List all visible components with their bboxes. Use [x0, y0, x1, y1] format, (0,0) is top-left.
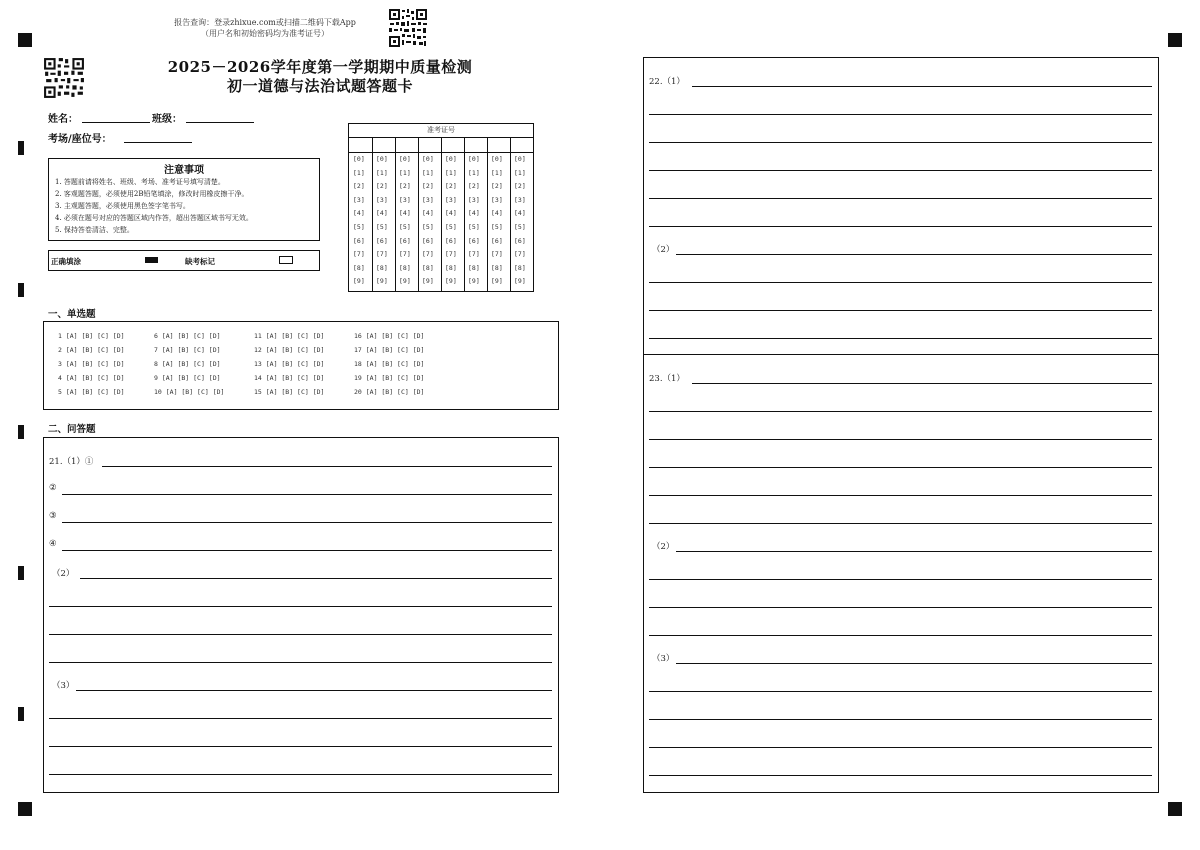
digit-bubble[interactable]: [0]: [353, 155, 365, 163]
section-short-answer-title: 二、问答题: [48, 424, 96, 435]
choice-question[interactable]: 1 [A] [B] [C] [D]: [58, 332, 125, 340]
q23-answer-box: [643, 354, 1159, 793]
digit-bubble[interactable]: [8]: [491, 263, 503, 272]
answer-line[interactable]: [692, 383, 1152, 384]
digit-bubble[interactable]: [7]: [353, 250, 365, 259]
answer-line[interactable]: [649, 282, 1152, 283]
q21-part1-label: 21.（1）①: [49, 457, 94, 467]
digit-bubble[interactable]: [1]: [491, 168, 503, 177]
digit-bubble[interactable]: [7]: [468, 250, 480, 259]
digit-bubble[interactable]: [3]: [514, 195, 526, 204]
choice-question[interactable]: 15 [A] [B] [C] [D]: [254, 388, 325, 396]
choice-question[interactable]: 2 [A] [B] [C] [D]: [58, 346, 125, 354]
answer-line[interactable]: [649, 142, 1152, 143]
corner-mark: [1168, 33, 1182, 47]
room-seat-label: 考场/座位号：: [48, 134, 112, 145]
digit-bubble[interactable]: [8]: [468, 263, 480, 272]
answer-line[interactable]: [649, 747, 1152, 748]
q23-part2-label: （2）: [652, 542, 675, 552]
digit-bubble[interactable]: [5]: [514, 223, 526, 231]
digit-bubble[interactable]: [7]: [376, 250, 388, 259]
notice-title: 注意事项: [164, 165, 204, 176]
answer-line[interactable]: [676, 551, 1152, 552]
digit-bubble[interactable]: [2]: [491, 182, 503, 191]
class-label: 班级：: [152, 114, 182, 125]
digit-bubble[interactable]: [6]: [422, 236, 434, 245]
digit-bubble[interactable]: [8]: [514, 263, 526, 272]
name-label: 姓名：: [48, 114, 78, 125]
digit-bubble[interactable]: [5]: [445, 223, 457, 231]
answer-line[interactable]: [649, 439, 1152, 440]
q23-part3-label: （3）: [652, 654, 675, 664]
digit-bubble[interactable]: [5]: [491, 223, 503, 231]
digit-bubble[interactable]: [2]: [399, 182, 411, 191]
answer-line[interactable]: [649, 719, 1152, 720]
digit-bubble[interactable]: [7]: [422, 250, 434, 259]
grid-col-line: [372, 138, 373, 153]
q21-circle3-label: ③: [49, 511, 57, 521]
digit-bubble[interactable]: [6]: [376, 236, 388, 245]
answer-line[interactable]: [649, 523, 1152, 524]
choice-question[interactable]: 11 [A] [B] [C] [D]: [254, 332, 325, 340]
digit-bubble[interactable]: [5]: [422, 223, 434, 231]
digit-bubble[interactable]: [7]: [445, 250, 457, 259]
digit-bubble[interactable]: [1]: [422, 168, 434, 177]
choice-question[interactable]: 3 [A] [B] [C] [D]: [58, 360, 125, 368]
digit-bubble[interactable]: [5]: [468, 223, 480, 231]
digit-bubble[interactable]: [1]: [445, 168, 457, 177]
answer-line[interactable]: [649, 607, 1152, 608]
answer-line[interactable]: [49, 662, 552, 663]
digit-bubble[interactable]: [8]: [399, 263, 411, 272]
answer-line[interactable]: [49, 746, 552, 747]
digit-bubble[interactable]: [5]: [399, 223, 411, 231]
grid-col-line: [487, 138, 488, 153]
q22-part2-label: （2）: [652, 245, 675, 255]
answer-line[interactable]: [102, 466, 552, 467]
digit-bubble[interactable]: [7]: [399, 250, 411, 259]
q21-part3-label: （3）: [52, 681, 75, 691]
absent-mark-box[interactable]: [279, 256, 293, 264]
digit-bubble[interactable]: [9]: [422, 277, 434, 286]
answer-line[interactable]: [649, 338, 1152, 339]
answer-line[interactable]: [49, 634, 552, 635]
digit-bubble[interactable]: [9]: [468, 277, 480, 286]
choice-question[interactable]: 4 [A] [B] [C] [D]: [58, 374, 125, 382]
q22-answer-box: [643, 57, 1159, 355]
title-line-1: 2025－2026学年度第一学期期中质量检测: [167, 58, 473, 76]
digit-bubble[interactable]: [9]: [353, 277, 365, 286]
digit-bubble[interactable]: [1]: [376, 168, 388, 177]
notice-item: 1. 答题前请将姓名、班级、考场、准考证号填写清楚。: [55, 178, 225, 186]
digit-bubble[interactable]: [3]: [422, 195, 434, 204]
digit-bubble[interactable]: [0]: [399, 155, 411, 163]
digit-bubble[interactable]: [5]: [376, 223, 388, 231]
digit-bubble[interactable]: [0]: [514, 155, 526, 163]
page-title: [150, 58, 490, 96]
digit-bubble[interactable]: [5]: [353, 223, 365, 231]
answer-line[interactable]: [649, 226, 1152, 227]
exam-number-title: 准考证号: [349, 124, 533, 138]
choice-question[interactable]: 19 [A] [B] [C] [D]: [354, 374, 425, 382]
single-choice-box: [43, 321, 559, 410]
answer-line[interactable]: [49, 718, 552, 719]
grid-col-line: [418, 138, 419, 153]
digit-bubble[interactable]: [4]: [445, 209, 457, 218]
answer-line[interactable]: [62, 522, 552, 523]
digit-bubbles: [349, 155, 533, 291]
section-single-choice-title: 一、单选题: [48, 309, 96, 320]
digit-bubble[interactable]: [8]: [445, 263, 457, 272]
digit-bubble[interactable]: [1]: [468, 168, 480, 177]
answer-line[interactable]: [692, 86, 1152, 87]
digit-bubble[interactable]: [0]: [468, 155, 480, 163]
digit-bubble[interactable]: [7]: [514, 250, 526, 259]
choice-question[interactable]: 14 [A] [B] [C] [D]: [254, 374, 325, 382]
answer-line[interactable]: [649, 495, 1152, 496]
digit-bubble[interactable]: [4]: [422, 209, 434, 218]
q21-part2-label: （2）: [52, 569, 75, 579]
digit-bubble[interactable]: [1]: [353, 168, 365, 177]
choice-question[interactable]: 5 [A] [B] [C] [D]: [58, 388, 125, 396]
notice-item: 4. 必须在题号对应的答题区域内作答，超出答题区域书写无效。: [55, 214, 253, 222]
corner-mark: [18, 33, 32, 47]
digit-bubble[interactable]: [2]: [468, 182, 480, 191]
answer-line[interactable]: [649, 170, 1152, 171]
digit-bubble[interactable]: [6]: [353, 236, 365, 245]
grid-col-line: [510, 138, 511, 153]
answer-line[interactable]: [649, 691, 1152, 692]
digit-bubble[interactable]: [3]: [491, 195, 503, 204]
q21-circle4-label: ④: [49, 539, 57, 549]
room-seat-field[interactable]: [124, 142, 192, 143]
digit-bubble[interactable]: [8]: [422, 263, 434, 272]
grid-col-line: [464, 138, 465, 153]
digit-bubble[interactable]: [6]: [445, 236, 457, 245]
timing-mark: [18, 566, 24, 580]
correct-fill-label: 正确填涂: [51, 257, 81, 266]
notice-box: [48, 158, 320, 241]
grid-col-line: [395, 138, 396, 153]
choice-question[interactable]: 16 [A] [B] [C] [D]: [354, 332, 425, 340]
notice-item: 5. 保持答卷清洁、完整。: [55, 226, 134, 234]
digit-bubble[interactable]: [6]: [468, 236, 480, 245]
fill-legend-box: [48, 250, 320, 271]
choice-question[interactable]: 12 [A] [B] [C] [D]: [254, 346, 325, 354]
answer-line[interactable]: [62, 550, 552, 551]
digit-bubble[interactable]: [9]: [399, 277, 411, 286]
digit-bubble[interactable]: [3]: [399, 195, 411, 204]
digit-bubble[interactable]: [1]: [399, 168, 411, 177]
report-query-line2: （用户名和初始密码均为准考证号）: [201, 29, 329, 38]
choice-question[interactable]: 9 [A] [B] [C] [D]: [154, 374, 221, 382]
answer-line[interactable]: [649, 467, 1152, 468]
digit-bubble[interactable]: [9]: [491, 277, 503, 286]
timing-mark: [18, 283, 24, 297]
choice-question[interactable]: 13 [A] [B] [C] [D]: [254, 360, 325, 368]
digit-bubble[interactable]: [4]: [514, 209, 526, 218]
choice-question[interactable]: 18 [A] [B] [C] [D]: [354, 360, 425, 368]
digit-bubble[interactable]: [4]: [468, 209, 480, 218]
digit-bubble[interactable]: [6]: [514, 236, 526, 245]
title-line-2: 初一道德与法治试题答题卡: [226, 77, 413, 95]
answer-line[interactable]: [649, 579, 1152, 580]
choice-question[interactable]: 17 [A] [B] [C] [D]: [354, 346, 425, 354]
digit-bubble[interactable]: [4]: [376, 209, 388, 218]
digit-bubble[interactable]: [2]: [422, 182, 434, 191]
choice-question[interactable]: 8 [A] [B] [C] [D]: [154, 360, 221, 368]
digit-bubble[interactable]: [0]: [376, 155, 388, 163]
notice-item: 2. 客观题答题，必须使用2B铅笔填涂，修改时用橡皮擦干净。: [55, 190, 249, 198]
timing-mark: [18, 707, 24, 721]
answer-line[interactable]: [62, 494, 552, 495]
digit-bubble[interactable]: [4]: [399, 209, 411, 218]
digit-bubble[interactable]: [1]: [514, 168, 526, 177]
absent-mark-label: 缺考标记: [185, 257, 215, 266]
choice-question[interactable]: 20 [A] [B] [C] [D]: [354, 388, 425, 396]
digit-bubble[interactable]: [3]: [468, 195, 480, 204]
digit-bubble[interactable]: [3]: [445, 195, 457, 204]
download-qr-code: [388, 8, 428, 48]
digit-bubble[interactable]: [9]: [376, 277, 388, 286]
answer-line[interactable]: [49, 606, 552, 607]
digit-bubble[interactable]: [2]: [376, 182, 388, 191]
student-qr-code: [43, 57, 85, 99]
q21-answer-box: [43, 437, 559, 793]
class-field[interactable]: [186, 122, 254, 123]
answer-line[interactable]: [649, 114, 1152, 115]
digit-bubble[interactable]: [8]: [376, 263, 388, 272]
digit-bubble[interactable]: [9]: [514, 277, 526, 286]
choice-question[interactable]: 6 [A] [B] [C] [D]: [154, 332, 221, 340]
q23-part1-label: 23.（1）: [649, 374, 685, 384]
choice-question[interactable]: 10 [A] [B] [C] [D]: [154, 388, 225, 396]
digit-bubble[interactable]: [2]: [445, 182, 457, 191]
digit-bubble[interactable]: [9]: [445, 277, 457, 286]
answer-line[interactable]: [649, 775, 1152, 776]
answer-line[interactable]: [80, 578, 552, 579]
digit-bubble[interactable]: [3]: [376, 195, 388, 204]
q21-circle2-label: ②: [49, 483, 57, 493]
name-field[interactable]: [82, 122, 150, 123]
grid-col-line: [441, 138, 442, 153]
digit-bubble[interactable]: [4]: [353, 209, 365, 218]
digit-bubble[interactable]: [0]: [445, 155, 457, 163]
timing-mark: [18, 141, 24, 155]
exam-number-grid: [348, 123, 534, 292]
answer-line[interactable]: [76, 690, 552, 691]
digit-bubble[interactable]: [8]: [353, 263, 365, 272]
q22-part1-label: 22.（1）: [649, 77, 685, 87]
answer-line[interactable]: [649, 411, 1152, 412]
corner-mark: [18, 802, 32, 816]
digit-bubble[interactable]: [0]: [422, 155, 434, 163]
corner-mark: [1168, 802, 1182, 816]
digit-bubble[interactable]: [0]: [491, 155, 503, 163]
digit-bubble[interactable]: [7]: [491, 250, 503, 259]
digit-bubble[interactable]: [2]: [353, 182, 365, 191]
digit-bubble[interactable]: [2]: [514, 182, 526, 191]
answer-line[interactable]: [676, 254, 1152, 255]
answer-line[interactable]: [676, 663, 1152, 664]
choice-question[interactable]: 7 [A] [B] [C] [D]: [154, 346, 221, 354]
timing-mark: [18, 425, 24, 439]
digit-bubble[interactable]: [4]: [491, 209, 503, 218]
single-choice-questions: [44, 322, 558, 409]
report-query-line1: 报告查询：登录zhixue.com或扫描二维码下载App: [174, 18, 356, 27]
digit-bubble[interactable]: [6]: [491, 236, 503, 245]
answer-line[interactable]: [49, 774, 552, 775]
answer-line[interactable]: [649, 310, 1152, 311]
correct-fill-sample: [145, 257, 158, 263]
digit-bubble[interactable]: [6]: [399, 236, 411, 245]
answer-line[interactable]: [649, 635, 1152, 636]
answer-line[interactable]: [649, 198, 1152, 199]
digit-bubble[interactable]: [3]: [353, 195, 365, 204]
report-query-note: [150, 17, 380, 39]
notice-item: 3. 主观题答题，必须使用黑色签字笔书写。: [55, 202, 190, 210]
